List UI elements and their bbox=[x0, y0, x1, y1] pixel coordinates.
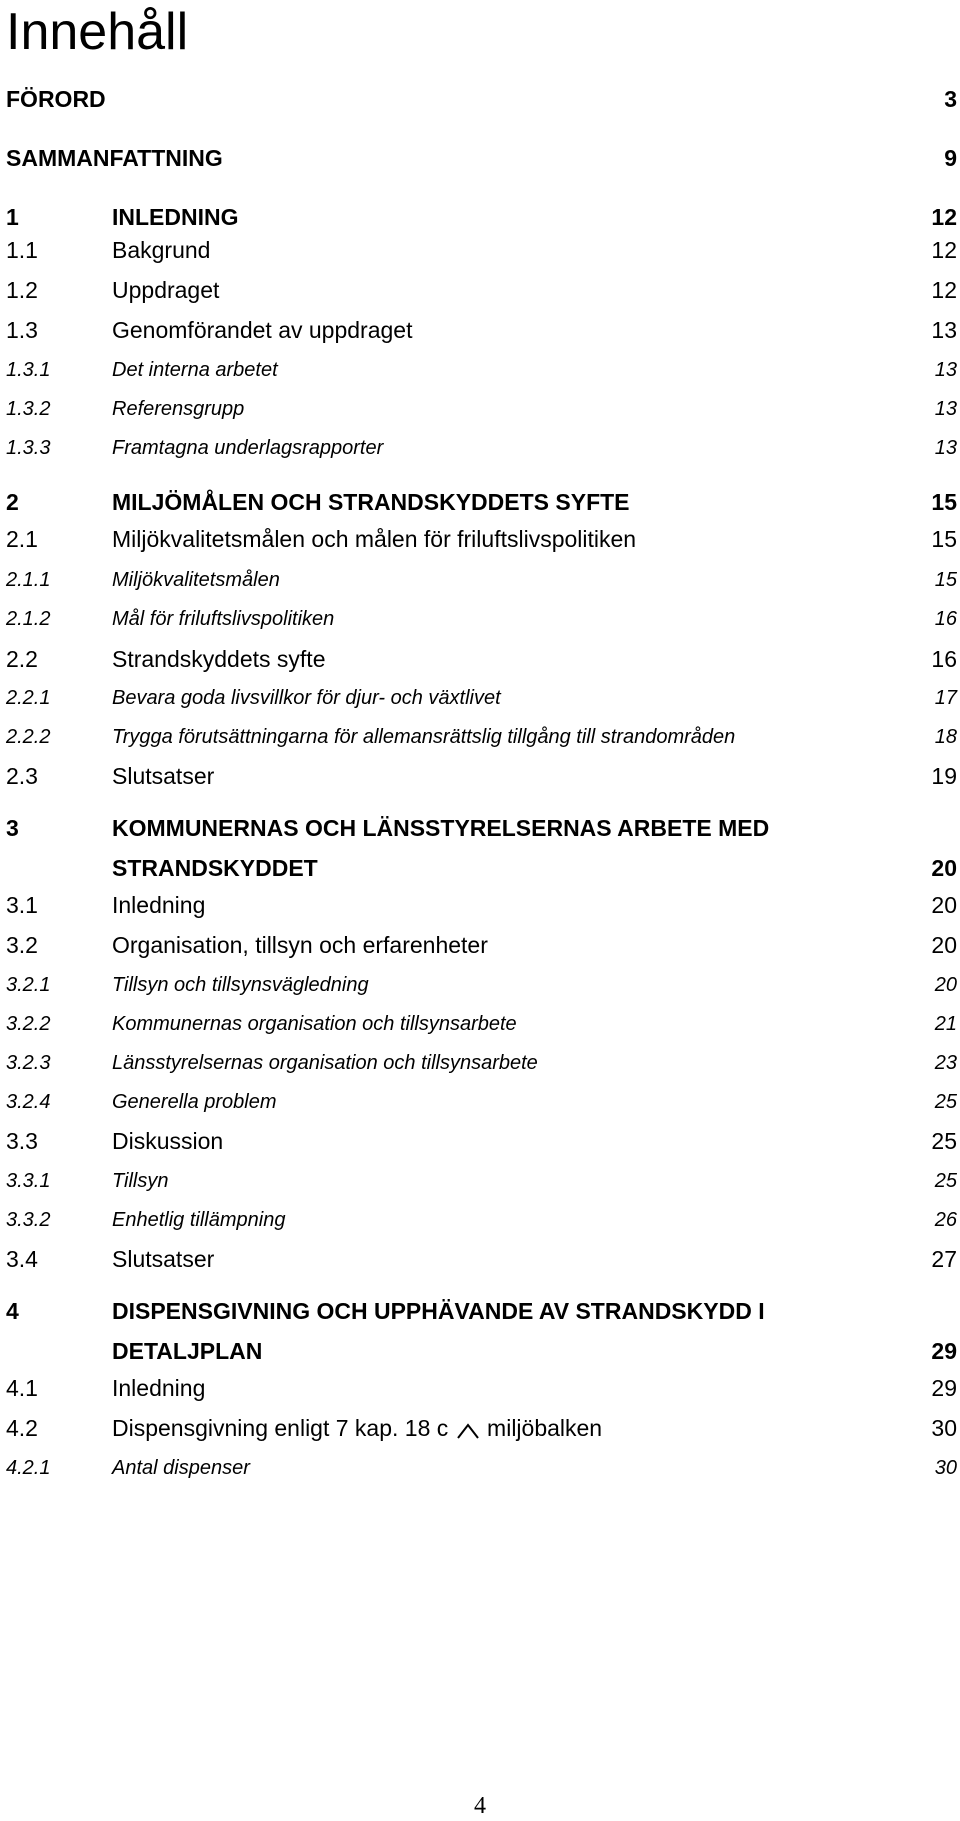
toc-entry-title: Strandskyddets syfte bbox=[112, 646, 326, 672]
toc-section-3-1[interactable] bbox=[0, 892, 960, 922]
toc-entry-title: Slutsatser bbox=[112, 1246, 215, 1272]
page-number: 4 bbox=[474, 1793, 486, 1819]
toc-entry-number: 2 bbox=[6, 489, 19, 515]
toc-entry-title: Inledning bbox=[112, 892, 206, 918]
toc-entry-number: 2.2 bbox=[6, 646, 38, 672]
toc-entry-title: Kommunernas organisation och tillsynsarbete bbox=[112, 1013, 517, 1035]
toc-entry-title: Länsstyrelsernas organisation och tillsynsarbete bbox=[112, 1052, 538, 1074]
toc-entry-title: Referensgrupp bbox=[112, 398, 245, 420]
toc-entry-page: 12 bbox=[931, 204, 957, 230]
toc-entry-page: 17 bbox=[934, 687, 957, 709]
toc-subsection-1-3-3[interactable] bbox=[0, 437, 960, 467]
toc-section-4-2[interactable] bbox=[0, 1415, 960, 1445]
toc-entry-number: 4 bbox=[6, 1298, 19, 1324]
toc-entry-page: 27 bbox=[931, 1246, 957, 1272]
toc-chapter-4[interactable] bbox=[0, 1298, 960, 1328]
toc-entry-number: 2.1.2 bbox=[6, 608, 51, 630]
toc-entry-title-wrap bbox=[112, 1415, 602, 1442]
toc-entry-number: 3.1 bbox=[6, 892, 38, 918]
toc-entry-number: 1.3.2 bbox=[6, 398, 51, 420]
toc-entry-number: 4.1 bbox=[6, 1375, 38, 1401]
toc-entry-title: Bakgrund bbox=[112, 237, 211, 263]
toc-entry-label: SAMMANFATTNING bbox=[6, 145, 223, 171]
toc-chapter-3[interactable] bbox=[0, 815, 960, 845]
toc-entry-number: 2.2.2 bbox=[6, 726, 51, 748]
toc-section-3-3[interactable] bbox=[0, 1128, 960, 1158]
toc-entry-number: 2.3 bbox=[6, 763, 38, 789]
toc-entry-page: 30 bbox=[931, 1415, 957, 1441]
toc-entry-page: 13 bbox=[934, 359, 957, 381]
toc-entry-page: 16 bbox=[931, 646, 957, 672]
toc-subsection-2-1-1[interactable] bbox=[0, 569, 960, 599]
toc-entry-title: Enhetlig tillämpning bbox=[112, 1209, 286, 1231]
toc-entry-title: Tillsyn och tillsynsvägledning bbox=[112, 974, 369, 996]
toc-entry-number: 3.3 bbox=[6, 1128, 38, 1154]
toc-entry-page: 3 bbox=[944, 86, 957, 112]
toc-entry-title: Bevara goda livsvillkor för djur- och växtlivet bbox=[112, 687, 501, 709]
toc-section-3-2[interactable] bbox=[0, 932, 960, 962]
toc-entry-number: 3.2 bbox=[6, 932, 38, 958]
toc-subsection-3-3-2[interactable] bbox=[0, 1209, 960, 1239]
toc-entry-number: 3.2.2 bbox=[6, 1013, 51, 1035]
toc-entry-title: Miljökvalitetsmålen bbox=[112, 569, 280, 591]
toc-entry-number: 3.3.1 bbox=[6, 1170, 51, 1192]
toc-entry-page: 13 bbox=[931, 317, 957, 343]
toc-entry-page: 12 bbox=[931, 237, 957, 263]
toc-entry-title: STRANDSKYDDET bbox=[112, 855, 318, 881]
toc-section-4-1[interactable] bbox=[0, 1375, 960, 1405]
toc-subsection-2-1-2[interactable] bbox=[0, 608, 960, 638]
toc-entry-number: 3 bbox=[6, 815, 19, 841]
toc-section-1-1[interactable] bbox=[0, 237, 960, 267]
toc-section-3-4[interactable] bbox=[0, 1246, 960, 1276]
toc-section-1-2[interactable] bbox=[0, 277, 960, 307]
toc-entry-number: 1.3 bbox=[6, 317, 38, 343]
toc-entry-page: 30 bbox=[934, 1457, 957, 1479]
toc-entry-page: 13 bbox=[934, 437, 957, 459]
toc-entry-number: 3.2.4 bbox=[6, 1091, 51, 1113]
toc-entry-number: 3.4 bbox=[6, 1246, 38, 1272]
toc-entry-page: 25 bbox=[934, 1091, 957, 1113]
toc-subsection-3-2-2[interactable] bbox=[0, 1013, 960, 1043]
toc-entry-title: Genomförandet av uppdraget bbox=[112, 317, 413, 343]
toc-entry-number: 1 bbox=[6, 204, 19, 230]
toc-subsection-1-3-1[interactable] bbox=[0, 359, 960, 389]
toc-entry-number: 1.1 bbox=[6, 237, 38, 263]
toc-entry-number: 1.3.1 bbox=[6, 359, 51, 381]
toc-entry-summary[interactable] bbox=[0, 145, 960, 175]
toc-entry-number: 4.2 bbox=[6, 1415, 38, 1441]
toc-entry-page: 20 bbox=[934, 974, 957, 996]
toc-section-2-1[interactable] bbox=[0, 526, 960, 556]
toc-entry-number: 2.1.1 bbox=[6, 569, 51, 591]
toc-subsection-1-3-2[interactable] bbox=[0, 398, 960, 428]
toc-subsection-2-2-1[interactable] bbox=[0, 687, 960, 717]
toc-entry-title: DISPENSGIVNING OCH UPPHÄVANDE AV STRANDSKYDD I bbox=[112, 1298, 765, 1324]
toc-subsection-3-2-1[interactable] bbox=[0, 974, 960, 1004]
toc-entry-title-after: miljöbalken bbox=[487, 1415, 603, 1441]
toc-section-1-3[interactable] bbox=[0, 317, 960, 347]
toc-subsection-3-2-3[interactable] bbox=[0, 1052, 960, 1082]
toc-entry-page: 23 bbox=[934, 1052, 957, 1074]
toc-entry-number: 1.2 bbox=[6, 277, 38, 303]
toc-entry-page: 19 bbox=[931, 763, 957, 789]
toc-subsection-2-2-2[interactable] bbox=[0, 726, 960, 756]
toc-entry-title: Trygga förutsättningarna för allemansrättslig tillgång till strandområden bbox=[112, 726, 736, 748]
toc-subsection-4-2-1[interactable] bbox=[0, 1457, 960, 1487]
toc-entry-page: 9 bbox=[944, 145, 957, 171]
toc-entry-title: Uppdraget bbox=[112, 277, 220, 303]
toc-entry-number: 3.3.2 bbox=[6, 1209, 51, 1231]
toc-subsection-3-2-4[interactable] bbox=[0, 1091, 960, 1121]
toc-entry-page: 25 bbox=[931, 1128, 957, 1154]
toc-entry-title: Slutsatser bbox=[112, 763, 215, 789]
toc-entry-page: 18 bbox=[934, 726, 957, 748]
toc-entry-title: Organisation, tillsyn och erfarenheter bbox=[112, 932, 488, 958]
toc-entry-page: 26 bbox=[934, 1209, 957, 1231]
toc-entry-number: 4.2.1 bbox=[6, 1457, 51, 1479]
page-title: Innehåll bbox=[6, 3, 189, 61]
toc-entry-title: DETALJPLAN bbox=[112, 1338, 263, 1364]
toc-entry-title: MILJÖMÅLEN OCH STRANDSKYDDETS SYFTE bbox=[112, 489, 630, 515]
toc-entry-label: FÖRORD bbox=[6, 86, 106, 112]
toc-entry-number: 2.2.1 bbox=[6, 687, 51, 709]
toc-entry-page: 15 bbox=[934, 569, 957, 591]
toc-entry-page: 20 bbox=[931, 892, 957, 918]
toc-chapter-4-continued[interactable] bbox=[0, 1338, 960, 1368]
toc-entry-title: Tillsyn bbox=[112, 1170, 169, 1192]
toc-section-2-2[interactable] bbox=[0, 646, 960, 676]
toc-entry-number: 2.1 bbox=[6, 526, 38, 552]
toc-entry-title: Miljökvalitetsmålen och målen för friluftslivspolitiken bbox=[112, 526, 637, 552]
toc-chapter-1[interactable] bbox=[0, 204, 960, 234]
toc-entry-title: Inledning bbox=[112, 1375, 206, 1401]
section-sign-icon bbox=[455, 1420, 481, 1440]
toc-entry-page: 25 bbox=[934, 1170, 957, 1192]
toc-entry-title: Framtagna underlagsrapporter bbox=[112, 437, 384, 459]
toc-entry-title: KOMMUNERNAS OCH LÄNSSTYRELSERNAS ARBETE MED bbox=[112, 815, 770, 841]
toc-entry-title: Mål för friluftslivspolitiken bbox=[112, 608, 335, 630]
toc-entry-page: 12 bbox=[931, 277, 957, 303]
toc-entry-title: INLEDNING bbox=[112, 204, 239, 230]
toc-entry-title: Dispensgivning enligt 7 kap. 18 c bbox=[112, 1415, 449, 1441]
toc-entry-page: 16 bbox=[934, 608, 957, 630]
toc-entry-page: 20 bbox=[931, 855, 957, 881]
toc-entry-title: Det interna arbetet bbox=[112, 359, 278, 381]
toc-entry-page: 20 bbox=[931, 932, 957, 958]
toc-entry-number: 3.2.1 bbox=[6, 974, 51, 996]
toc-entry-page: 13 bbox=[934, 398, 957, 420]
toc-entry-foreword[interactable] bbox=[0, 86, 960, 116]
toc-entry-title: Antal dispenser bbox=[112, 1457, 250, 1479]
toc-chapter-3-continued[interactable] bbox=[0, 855, 960, 885]
toc-entry-page: 15 bbox=[931, 489, 957, 515]
toc-entry-number: 1.3.3 bbox=[6, 437, 51, 459]
toc-entry-page: 29 bbox=[931, 1375, 957, 1401]
toc-entry-number: 3.2.3 bbox=[6, 1052, 51, 1074]
toc-section-2-3[interactable] bbox=[0, 763, 960, 793]
toc-entry-title: Diskussion bbox=[112, 1128, 224, 1154]
toc-entry-page: 15 bbox=[931, 526, 957, 552]
toc-entry-page: 29 bbox=[931, 1338, 957, 1364]
toc-entry-title: Generella problem bbox=[112, 1091, 277, 1113]
toc-chapter-2[interactable] bbox=[0, 489, 960, 519]
toc-subsection-3-3-1[interactable] bbox=[0, 1170, 960, 1200]
toc-entry-page: 21 bbox=[934, 1013, 957, 1035]
